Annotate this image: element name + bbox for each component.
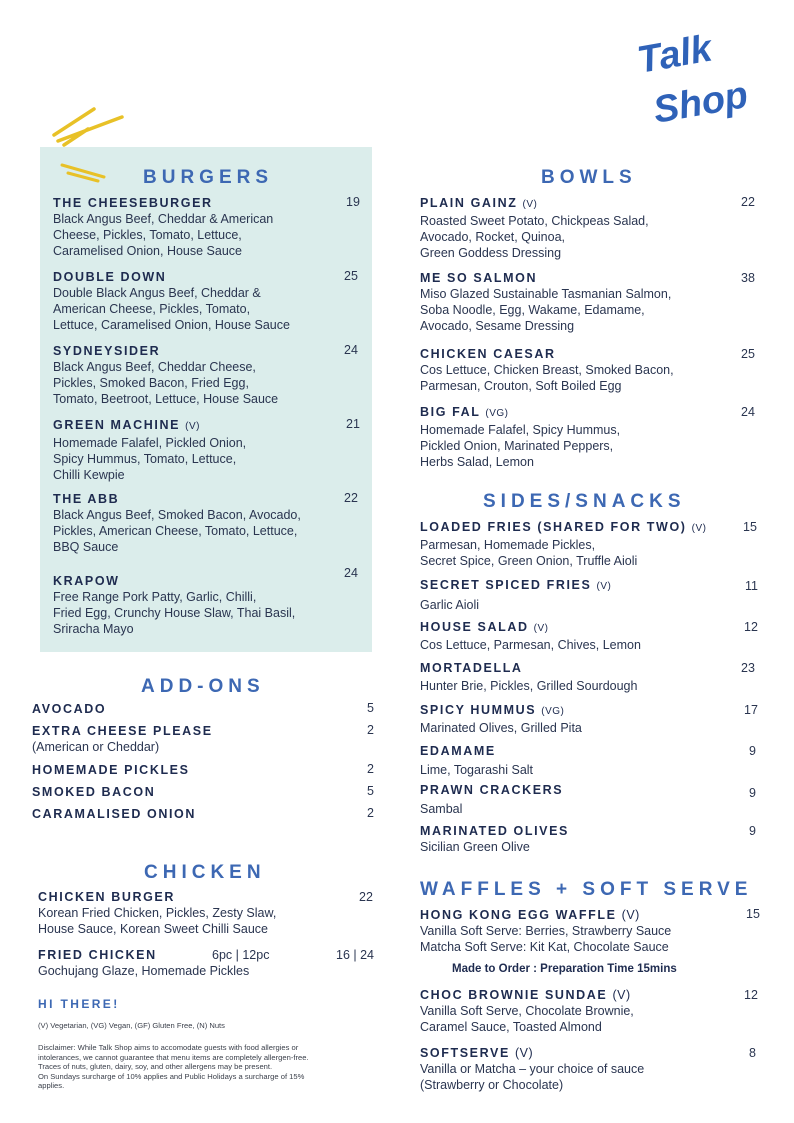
item-name: PRAWN CRACKERS xyxy=(420,783,564,797)
item-desc: Marinated Olives, Grilled Pita xyxy=(420,721,582,735)
item-price: 11 xyxy=(745,579,758,593)
item-name: BIG FAL xyxy=(420,405,481,419)
item-price: 22 xyxy=(741,195,755,209)
item-desc: Parmesan, Homemade Pickles, xyxy=(420,538,596,552)
diet-tag: (V) xyxy=(514,1046,534,1060)
item-price: 12 xyxy=(744,988,758,1002)
item-price: 21 xyxy=(346,417,360,431)
addons-heading: ADD-ONS xyxy=(141,676,265,697)
item-name: MARINATED OLIVES xyxy=(420,824,569,838)
item-desc: Avocado, Sesame Dressing xyxy=(420,319,575,333)
item-price: 23 xyxy=(741,661,755,675)
disclaimer-line: applies. xyxy=(38,1081,65,1090)
item-desc: Roasted Sweet Potato, Chickpeas Salad, xyxy=(420,214,649,228)
item-name: FRIED CHICKEN xyxy=(38,948,157,962)
item-price: 25 xyxy=(741,347,755,361)
diet-tag: (V) xyxy=(185,421,200,432)
item-desc: Pickled Onion, Marinated Peppers, xyxy=(420,439,614,453)
item-desc: (Strawberry or Chocolate) xyxy=(420,1078,564,1092)
menu-item xyxy=(420,743,533,778)
item-desc: Tomato, Beetroot, Lettuce, House Sauce xyxy=(53,392,279,406)
item-desc: Caramelised Onion, House Sauce xyxy=(53,244,242,258)
item-desc: Parmesan, Crouton, Soft Boiled Egg xyxy=(420,379,622,393)
item-price: 15 xyxy=(746,907,760,921)
item-price: 19 xyxy=(346,195,360,209)
addon-name: AVOCADO xyxy=(32,702,107,716)
item-desc: Sriracha Mayo xyxy=(53,622,134,636)
addon-name: HOMEMADE PICKLES xyxy=(32,763,190,777)
menu-item xyxy=(420,702,582,736)
bowls-heading: BOWLS xyxy=(541,167,637,188)
item-price: 15 xyxy=(743,520,757,534)
menu-item xyxy=(420,519,706,569)
menu-item xyxy=(420,823,569,855)
item-name: LOADED FRIES (SHARED FOR TWO) xyxy=(420,520,687,534)
menu-item xyxy=(38,889,276,937)
item-name: EDAMAME xyxy=(420,744,496,758)
item-desc: Fried Egg, Crunchy House Slaw, Thai Basil, xyxy=(53,606,296,620)
item-desc: Matcha Soft Serve: Kit Kat, Chocolate Sauce xyxy=(420,940,669,954)
talk-shop-logo xyxy=(628,25,763,135)
item-desc: Secret Spice, Green Onion, Truffle Aioli xyxy=(420,554,638,568)
menu-item xyxy=(420,660,637,694)
menu-item xyxy=(53,269,290,333)
menu-item xyxy=(420,987,634,1035)
menu-item xyxy=(53,573,295,637)
addon-name: CARAMALISED ONION xyxy=(32,807,197,821)
item-desc: Vanilla Soft Serve: Berries, Strawberry Sauce xyxy=(420,924,672,938)
item-price: 24 xyxy=(344,343,358,357)
item-desc: Homemade Falafel, Spicy Hummus, xyxy=(420,423,621,437)
item-desc: Vanilla Soft Serve, Chocolate Brownie, xyxy=(420,1004,634,1018)
item-desc: Black Angus Beef, Smoked Bacon, Avocado, xyxy=(53,508,301,522)
addon-desc: (American or Cheddar) xyxy=(32,740,160,754)
item-desc: Sambal xyxy=(420,802,463,816)
item-desc: Black Angus Beef, Cheddar & American xyxy=(53,212,274,226)
item-name: DOUBLE DOWN xyxy=(53,270,167,284)
item-desc: Green Goddess Dressing xyxy=(420,246,562,260)
item-desc: Lettuce, Caramelised Onion, House Sauce xyxy=(53,318,290,332)
diet-tag: (V) xyxy=(691,523,707,534)
menu-item xyxy=(420,346,674,394)
menu-item xyxy=(53,417,246,483)
logo-line1: Talk xyxy=(634,27,716,82)
burgers-heading: BURGERS xyxy=(143,167,274,188)
diet-tag: (V) xyxy=(533,623,549,634)
prep-time-note: Made to Order : Preparation Time 15mins xyxy=(452,963,677,975)
item-name: SECRET SPICED FRIES xyxy=(420,578,592,592)
item-price: 12 xyxy=(744,620,758,634)
addon-price: 2 xyxy=(367,806,374,820)
item-name: THE CHEESEBURGER xyxy=(53,196,213,210)
item-desc: Spicy Hummus, Tomato, Lettuce, xyxy=(53,452,237,466)
diet-tag: (VG) xyxy=(485,408,509,419)
item-price: 38 xyxy=(741,271,755,285)
addon-price: 5 xyxy=(367,701,374,715)
item-desc: Double Black Angus Beef, Cheddar & xyxy=(53,286,261,300)
item-desc: Caramel Sauce, Toasted Almond xyxy=(420,1020,602,1034)
item-desc: Chilli Kewpie xyxy=(53,468,125,482)
menu-item xyxy=(420,404,620,470)
item-price: 17 xyxy=(744,703,758,717)
item-desc: Cos Lettuce, Chicken Breast, Smoked Bacon, xyxy=(420,363,674,377)
item-price: 8 xyxy=(749,1046,756,1060)
item-name: SYDNEYSIDER xyxy=(53,344,161,358)
item-desc: Lime, Togarashi Salt xyxy=(420,763,534,777)
item-name: GREEN MACHINE xyxy=(53,418,181,432)
item-desc: American Cheese, Pickles, Tomato, xyxy=(53,302,251,316)
item-name: CHICKEN BURGER xyxy=(38,890,175,904)
disclaimer-line: Traces of nuts, gluten, dairy, soy, and other allergens may be present. xyxy=(38,1062,273,1071)
item-name: HOUSE SALAD xyxy=(420,620,529,634)
notes-heading: HI THERE! xyxy=(38,997,120,1011)
menu-item xyxy=(53,491,301,555)
menu-item xyxy=(420,619,641,653)
item-price: 22 xyxy=(344,491,358,505)
item-desc: Miso Glazed Sustainable Tasmanian Salmon, xyxy=(420,287,672,301)
item-desc: Cos Lettuce, Parmesan, Chives, Lemon xyxy=(420,638,641,652)
item-price: 9 xyxy=(749,786,756,800)
item-price: 16 | 24 xyxy=(336,948,375,962)
item-name: ME SO SALMON xyxy=(420,271,538,285)
menu-item xyxy=(420,270,671,334)
addon-price: 2 xyxy=(367,723,374,737)
sides-heading: SIDES/SNACKS xyxy=(483,491,686,512)
item-desc: BBQ Sauce xyxy=(53,540,119,554)
diet-tag: (V) xyxy=(612,988,631,1002)
menu-item xyxy=(420,907,671,955)
diet-tag: (VG) xyxy=(541,706,565,717)
waffles-heading: WAFFLES + SOFT SERVE xyxy=(420,879,753,900)
item-desc: Korean Fried Chicken, Pickles, Zesty Slaw, xyxy=(38,906,277,920)
diet-tag: (V) xyxy=(596,581,612,592)
addon-name: SMOKED BACON xyxy=(32,785,156,799)
menu-item xyxy=(420,577,611,613)
logo-line2: Shop xyxy=(650,74,752,132)
item-desc: Pickles, Smoked Bacon, Fried Egg, xyxy=(53,376,249,390)
menu-item xyxy=(420,195,649,261)
menu-item xyxy=(53,195,273,259)
item-desc: Hunter Brie, Pickles, Grilled Sourdough xyxy=(420,679,638,693)
item-name: CHICKEN CAESAR xyxy=(420,347,556,361)
addon-price: 5 xyxy=(367,784,374,798)
item-name: PLAIN GAINZ xyxy=(420,196,518,210)
item-desc: Herbs Salad, Lemon xyxy=(420,455,534,469)
portion-options: 6pc | 12pc xyxy=(212,948,270,962)
item-price: 9 xyxy=(749,824,756,838)
item-price: 9 xyxy=(749,744,756,758)
addon-name: EXTRA CHEESE PLEASE xyxy=(32,724,213,738)
item-desc: Free Range Pork Patty, Garlic, Chilli, xyxy=(53,590,257,604)
item-desc: Vanilla or Matcha – your choice of sauce xyxy=(420,1062,645,1076)
diet-tag: (V) xyxy=(522,199,538,210)
item-desc: Soba Noodle, Egg, Wakame, Edamame, xyxy=(420,303,645,317)
item-name: HONG KONG EGG WAFFLE xyxy=(420,908,617,922)
item-price: 24 xyxy=(741,405,755,419)
item-name: MORTADELLA xyxy=(420,661,523,675)
item-desc: Cheese, Pickles, Tomato, Lettuce, xyxy=(53,228,242,242)
item-price: 24 xyxy=(344,566,358,580)
item-desc: House Sauce, Korean Sweet Chilli Sauce xyxy=(38,922,268,936)
item-desc: Gochujang Glaze, Homemade Pickles xyxy=(38,964,250,978)
diet-legend: (V) Vegetarian, (VG) Vegan, (GF) Gluten Free, (N) Nuts xyxy=(38,1021,225,1030)
disclaimer xyxy=(38,1043,309,1091)
menu-item xyxy=(420,782,563,817)
item-name: SPICY HUMMUS xyxy=(420,703,537,717)
item-desc: Homemade Falafel, Pickled Onion, xyxy=(53,436,247,450)
disclaimer-line: Disclaimer: While Talk Shop aims to accomodate guests with food allergies or xyxy=(38,1043,299,1052)
item-desc: Avocado, Rocket, Quinoa, xyxy=(420,230,565,244)
item-name: CHOC BROWNIE SUNDAE xyxy=(420,988,608,1002)
item-desc: Black Angus Beef, Cheddar Cheese, xyxy=(53,360,256,374)
item-price: 25 xyxy=(344,269,358,283)
disclaimer-line: On Sundays surcharge of 10% applies and Public Holidays a surcharge of 15% xyxy=(38,1071,305,1081)
disclaimer-line: intolerances, we cannot guarantee that menu items are completely allergen-free. xyxy=(38,1052,309,1062)
item-name: KRAPOW xyxy=(53,574,120,588)
item-name: THE ABB xyxy=(53,492,120,506)
item-desc: Garlic Aioli xyxy=(420,598,480,612)
diet-tag: (V) xyxy=(621,908,640,922)
item-desc: Pickles, American Cheese, Tomato, Lettuce, xyxy=(53,524,298,538)
item-name: SOFTSERVE xyxy=(420,1046,510,1060)
item-price: 22 xyxy=(359,890,373,904)
menu-item xyxy=(53,343,278,407)
chicken-heading: CHICKEN xyxy=(144,862,266,883)
addon-price: 2 xyxy=(367,762,374,776)
item-desc: Sicilian Green Olive xyxy=(420,840,530,854)
menu-item xyxy=(420,1045,644,1093)
zigzag-accent-icon xyxy=(44,97,134,192)
